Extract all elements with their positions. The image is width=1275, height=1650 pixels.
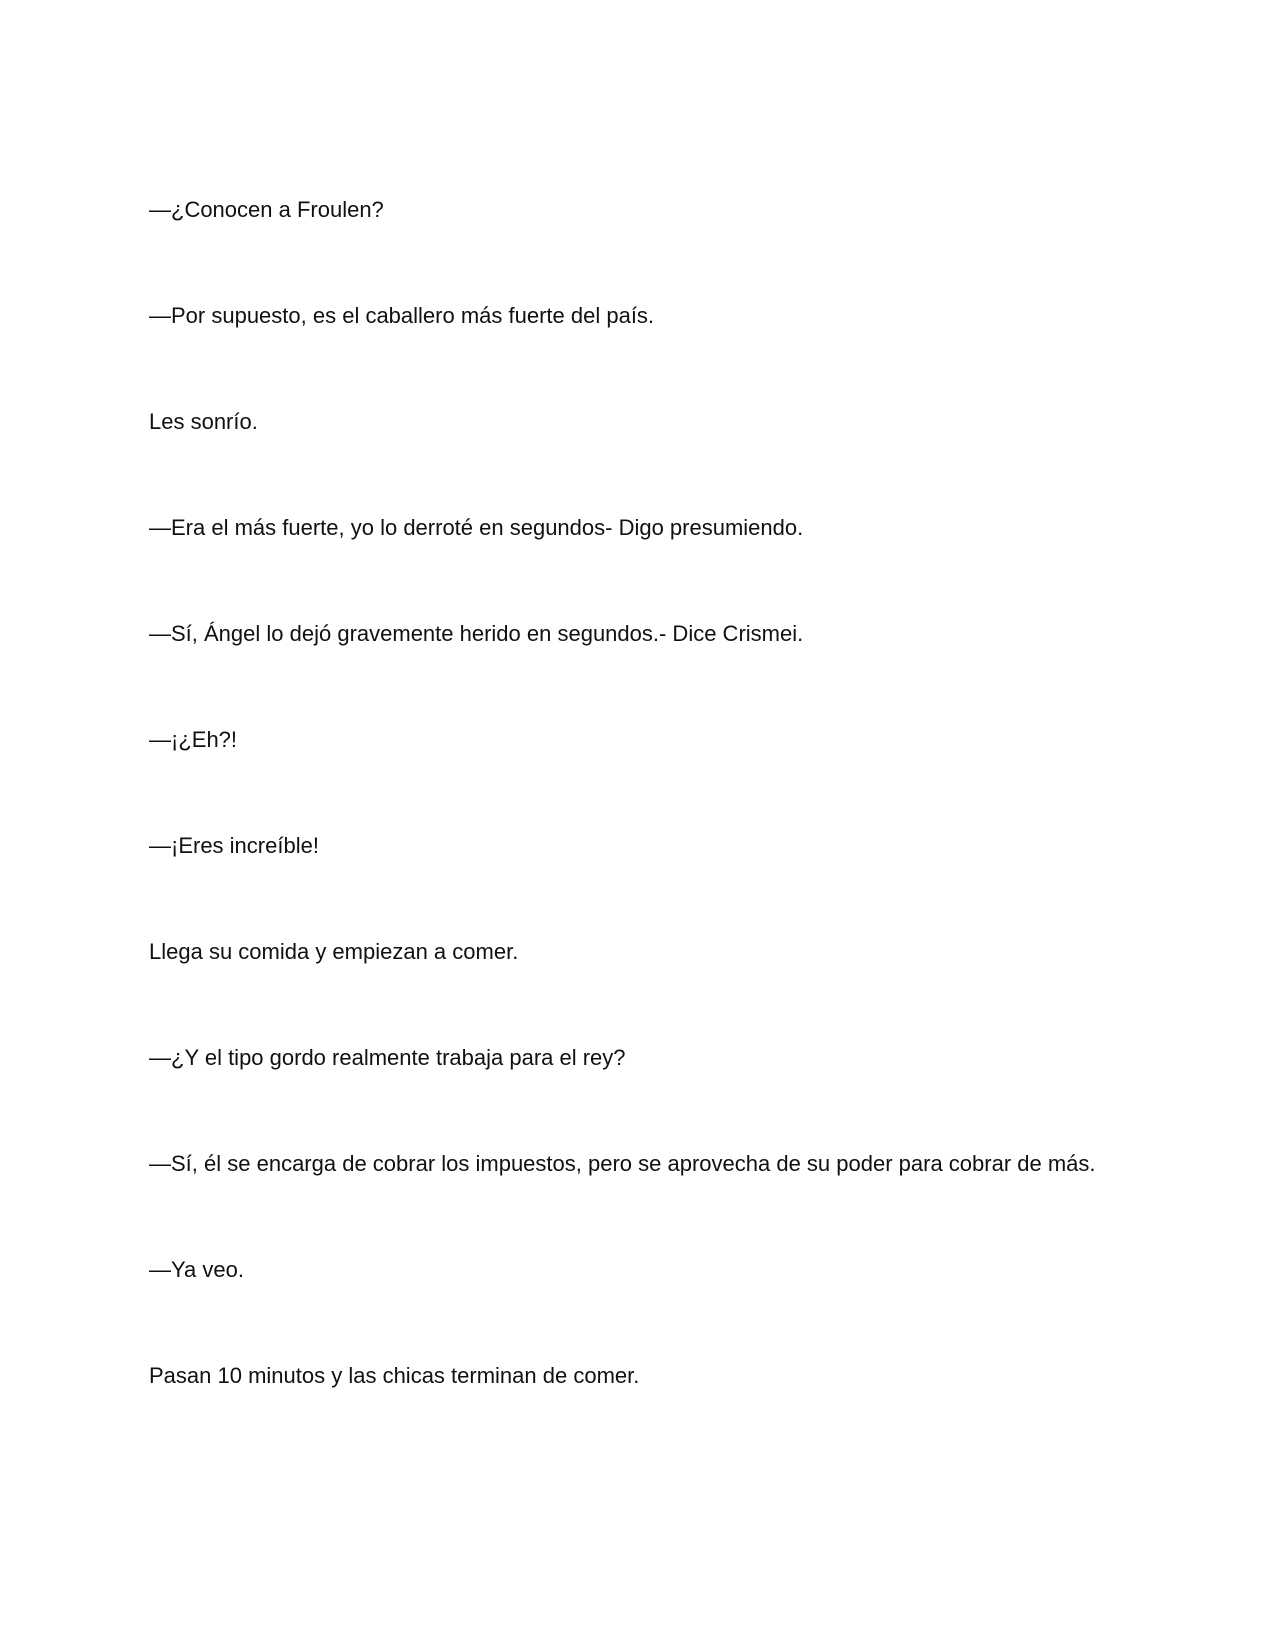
paragraph: —Por supuesto, es el caballero más fuerte del país. (149, 303, 655, 328)
paragraph: —¿Conocen a Froulen? (149, 197, 384, 222)
paragraph: Llega su comida y empiezan a comer. (149, 939, 519, 964)
paragraph: —¡Eres increíble! (149, 833, 319, 858)
paragraph: —Era el más fuerte, yo lo derroté en segundos- Digo presumiendo. (149, 515, 804, 540)
paragraph: Les sonrío. (149, 409, 258, 434)
paragraph: —Ya veo. (149, 1257, 244, 1282)
paragraph: Pasan 10 minutos y las chicas terminan de comer. (149, 1363, 640, 1388)
paragraph: —Sí, él se encarga de cobrar los impuestos, pero se aprovecha de su poder para cobrar de más. (149, 1151, 1096, 1176)
paragraph: —¿Y el tipo gordo realmente trabaja para el rey? (149, 1045, 626, 1070)
document-body (149, 198, 1159, 1470)
paragraph: —¡¿Eh?! (149, 727, 238, 752)
paragraph: —Sí, Ángel lo dejó gravemente herido en segundos.- Dice Crismei. (149, 621, 804, 646)
